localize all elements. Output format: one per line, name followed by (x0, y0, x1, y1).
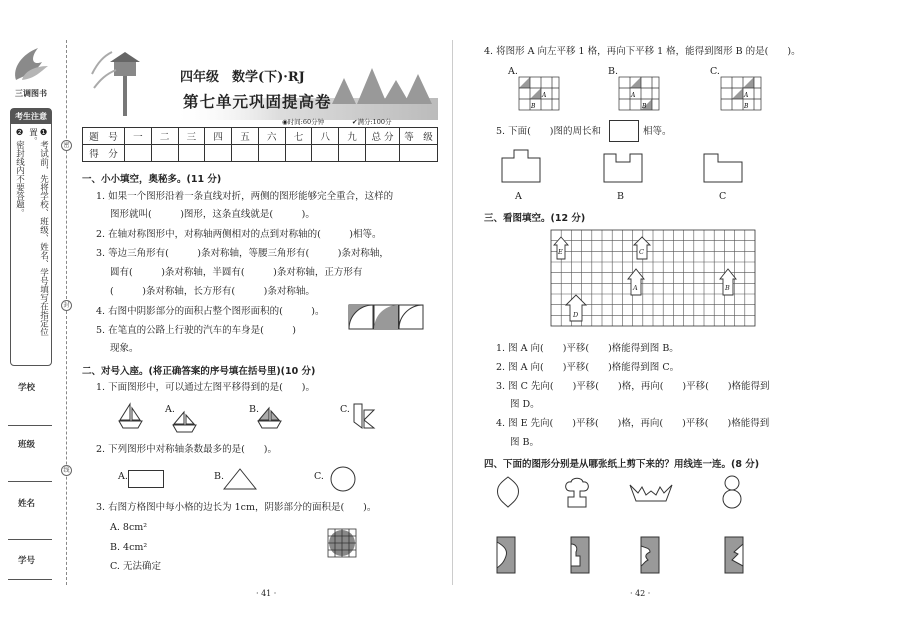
s2-q3-option-b[interactable]: B. 4cm² (110, 542, 148, 553)
perimeter-shape-a[interactable] (500, 148, 544, 184)
s2-q5-suffix: 相等。 (643, 126, 672, 137)
s3-q1: 1. 图 A 向( )平移( )格能得到图 B。 (496, 343, 679, 354)
s2-q2-option-a-label[interactable]: A. (118, 471, 128, 482)
landscape-illustration-icon (82, 44, 438, 126)
seal-mark-1: 密 (61, 140, 72, 151)
s2-q1: 1. 下面图形中，可以通过左图平移得到的是( )。 (96, 382, 315, 393)
circle-shape[interactable] (330, 466, 356, 492)
notice-title: 考生注意 (11, 109, 51, 124)
field-line-class[interactable] (8, 456, 52, 482)
cutout-shape-2[interactable] (562, 477, 592, 509)
score-cell: 九 (339, 128, 366, 145)
full-score (352, 117, 392, 126)
score-input[interactable] (258, 145, 285, 162)
s2-q1-option-b-label[interactable]: B. (249, 404, 260, 415)
section4-title: 四、下面的图形分别是从哪张纸上剪下来的？用线连一连。(8 分) (484, 459, 760, 470)
arrow-shapes-grid (550, 229, 756, 327)
paper-strip-3[interactable] (640, 536, 660, 574)
s2-q1-option-c-label[interactable]: C. (340, 404, 350, 415)
score-input[interactable] (178, 145, 205, 162)
score-cell: 五 (232, 128, 259, 145)
translation-grid-option-c[interactable] (719, 75, 763, 111)
s1-q3-line3: ( )条对称轴，长方形有( )条对称轴。 (110, 286, 315, 297)
page-number-left: · 41 · (256, 589, 277, 598)
score-table (82, 127, 438, 162)
boat-figure-option-b[interactable] (257, 406, 283, 430)
score-input[interactable] (366, 145, 400, 162)
s1-q5-line2: 现象。 (110, 343, 139, 354)
grid-letter-a: A (633, 284, 638, 292)
score-cell: 总 分 (366, 128, 400, 145)
seal-line (66, 40, 67, 585)
field-line-id[interactable] (8, 572, 52, 580)
shaded-squares-figure (348, 304, 426, 330)
s3-q3-line1: 3. 图 C 先向( )平移( )格，再向( )平移( )格能得到 (496, 381, 770, 392)
seal-mark-3: 线 (61, 465, 72, 476)
score-cell: 三 (178, 128, 205, 145)
score-cell: 题 号 (83, 128, 125, 145)
boat-figure-option-a[interactable] (172, 410, 198, 434)
cutout-shape-1[interactable] (494, 475, 522, 509)
boat-figure-original (118, 402, 144, 430)
s2-q5-label-b: B (617, 191, 624, 202)
score-cell: 七 (285, 128, 312, 145)
svg-text:B: B (642, 103, 647, 110)
score-cell: 八 (312, 128, 339, 145)
s3-q4-line1: 4. 图 E 先向( )平移( )格，再向( )平移( )格能得到 (496, 418, 770, 429)
page-title: 第七单元巩固提高卷 (183, 93, 332, 111)
cutout-shape-4[interactable] (720, 474, 744, 510)
score-cell: 得 分 (83, 145, 125, 162)
s2-q1-option-a-label[interactable]: A. (165, 404, 175, 415)
field-label-id: 学号 (18, 556, 36, 566)
clock-icon: ◉ (282, 118, 288, 126)
s2-q3-option-c[interactable]: C. 无法确定 (110, 561, 161, 572)
time-label: 时间:60分钟 (287, 118, 325, 126)
s2-q4-option-b-label[interactable]: B. (608, 66, 619, 77)
score-table-score-row (83, 145, 438, 162)
s1-q1-line1: 1. 如果一个图形沿着一条直线对折，两侧的图形能够完全重合，这样的 (96, 191, 394, 202)
notice-item-2: ❷ 密封线内不要答题。 (14, 128, 25, 218)
score-cell: 四 (205, 128, 232, 145)
translation-grid-option-a[interactable] (517, 75, 561, 111)
reference-rectangle (609, 120, 639, 142)
grid-letter-b: B (725, 284, 730, 292)
svg-text:B: B (744, 103, 749, 110)
time-limit (282, 117, 324, 126)
s2-q2-option-c-label[interactable]: C. (314, 471, 324, 482)
svg-text:A: A (744, 92, 749, 99)
grid-letter-d: D (573, 311, 579, 319)
flame-logo-icon (8, 44, 54, 84)
grid-letter-e: E (558, 248, 563, 256)
s2-q5-label-a: A (515, 191, 522, 202)
triangle-shape[interactable] (223, 468, 257, 490)
s1-q3-line1: 3. 等边三角形有( )条对称轴，等腰三角形有( )条对称轴， (96, 248, 389, 259)
paper-strip-2[interactable] (570, 536, 590, 574)
s2-q4: 4. 将图形 A 向左平移 1 格，再向下平移 1 格，能得到图形 B 的是( )。 (484, 46, 801, 57)
grid-letter-c: C (639, 248, 644, 256)
page-divider (452, 40, 453, 585)
score-input[interactable] (339, 145, 366, 162)
score-input[interactable] (312, 145, 339, 162)
s3-q2: 2. 图 A 向( )平移( )格能得到图 C。 (496, 362, 680, 373)
field-label-school: 学校 (18, 383, 36, 393)
svg-text:A: A (542, 92, 547, 99)
cutout-shape-3[interactable] (628, 481, 674, 507)
s3-q4-line2: 图 B。 (510, 437, 540, 448)
grade-subtitle: 四年级 数学(下)·RJ (180, 70, 305, 85)
section1-title: 一、小小填空，奥秘多。(11 分) (82, 174, 222, 185)
boat-figure-option-c[interactable] (352, 402, 376, 430)
field-label-class: 班级 (18, 440, 36, 450)
notice-item-1: ❶ 考试前，先将学校、班级、姓名、学号填写在指定位置。 (27, 128, 49, 337)
score-cell: 等 级 (400, 128, 438, 145)
field-line-name[interactable] (8, 514, 52, 540)
score-cell: 二 (151, 128, 178, 145)
s2-q3: 3. 右图方格图中每小格的边长为 1cm，阴影部分的面积是( )。 (96, 502, 377, 513)
header-banner (82, 44, 438, 126)
s3-q3-line2: 图 D。 (510, 399, 540, 410)
s2-q3-option-a[interactable]: A. 8cm² (110, 522, 148, 533)
field-line-school[interactable] (8, 400, 52, 426)
field-label-name: 姓名 (18, 499, 36, 509)
score-cell: 一 (125, 128, 152, 145)
perimeter-shape-b[interactable] (602, 152, 646, 184)
s2-q2: 2. 下列图形中对称轴条数最多的是( )。 (96, 444, 277, 455)
s1-q1-line2: 图形就叫( )图形，这条直线就是( )。 (110, 209, 315, 220)
s2-q4-option-a-label[interactable]: A. (508, 66, 518, 77)
perimeter-shape-c[interactable] (702, 152, 746, 184)
score-input[interactable] (125, 145, 152, 162)
s2-q5-label-c: C (719, 191, 727, 202)
svg-text:B: B (531, 103, 536, 110)
section3-title: 三、看图填空。(12 分) (484, 213, 586, 224)
grid-circle-figure (326, 527, 358, 559)
brand-logo (8, 44, 54, 98)
score-input[interactable] (232, 145, 259, 162)
page-number-right: · 42 · (630, 589, 651, 598)
brand-name: 三调图书 (15, 89, 47, 98)
score-input[interactable] (285, 145, 312, 162)
score-label: 满分:100分 (357, 118, 392, 126)
rectangle-shape[interactable] (128, 470, 164, 488)
s1-q2: 2. 在轴对称图形中，对称轴两侧相对的点到对称轴的( )相等。 (96, 229, 382, 240)
notice-box (10, 108, 52, 366)
s2-q2-option-b-label[interactable]: B. (214, 471, 225, 482)
score-input[interactable] (400, 145, 438, 162)
paper-strip-4[interactable] (724, 536, 744, 574)
section2-title: 二、对号入座。(将正确答案的序号填在括号里)(10 分) (82, 366, 316, 377)
s1-q4: 4. 右图中阴影部分的面积占整个图形面积的( )。 (96, 306, 325, 317)
s1-q5-line1: 5. 在笔直的公路上行驶的汽车的车身是( ) (96, 325, 296, 336)
s1-q3-line2: 圆有( )条对称轴，半圆有( )条对称轴，正方形有 (110, 267, 363, 278)
score-input[interactable] (151, 145, 178, 162)
paper-strip-1[interactable] (496, 536, 516, 574)
check-icon: ✔ (352, 118, 358, 126)
s2-q4-option-c-label[interactable]: C. (710, 66, 720, 77)
s2-q5-prefix: 5. 下面( )图的周长和 (496, 126, 601, 137)
seal-mark-2: 封 (61, 300, 72, 311)
score-input[interactable] (205, 145, 232, 162)
score-cell: 六 (258, 128, 285, 145)
score-table-header-row (83, 128, 438, 145)
svg-text:A: A (631, 92, 636, 99)
translation-grid-option-b[interactable] (617, 75, 661, 111)
